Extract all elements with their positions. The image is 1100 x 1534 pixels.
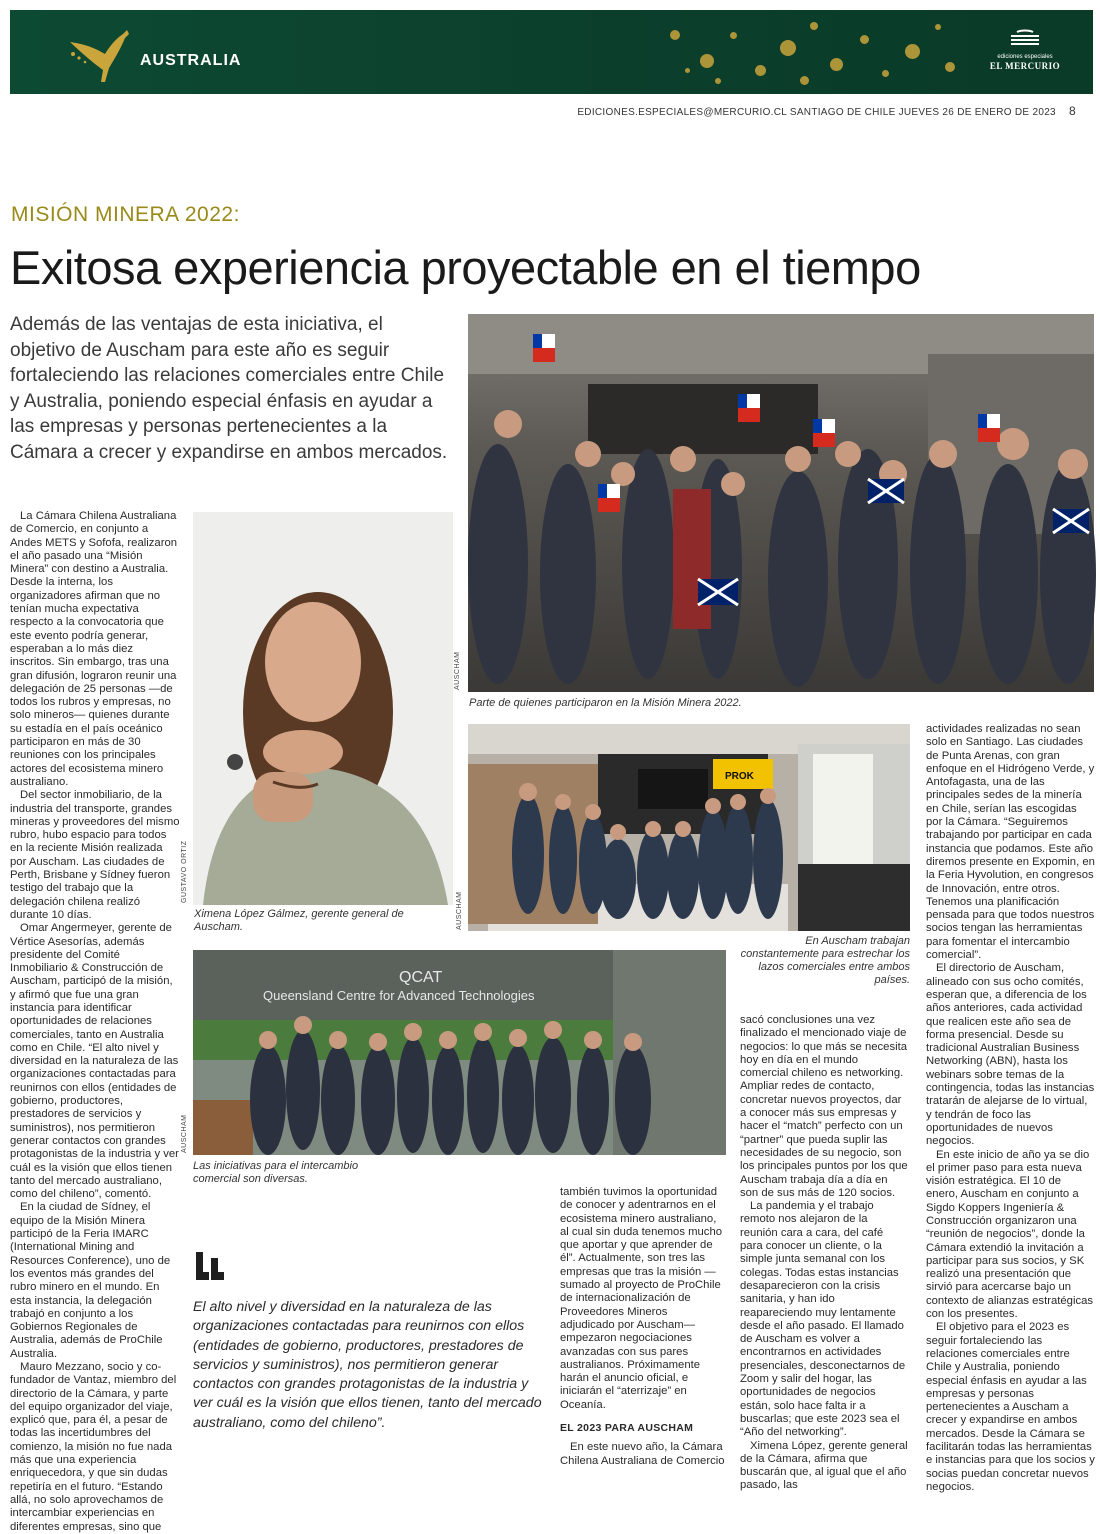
paragraph: Omar Angermeyer, gerente de Vértice Asesorías, además presidente del Comité Inmobiliario & Construcción de Auscham, participó de la misión, y afirmó que fue una gran instancia para identificar oportunidades de relaciones comerciales, tanto en Australia como en Chile. “El alto nivel y diversidad en la naturaleza de las organizaciones contactadas para reunirnos con ellos (entidades de gobierno, productores, prestadores de servicios y suministros), nos permitieron generar contactos con grandes protagonistas de la industria y ver cuál es la visión que ellos tienen tanto del mercado australiano, como del chileno”, comentó. (10, 922, 179, 1201)
qcat-group-photo-image (193, 950, 726, 1155)
lead-paragraph: Además de las ventajas de esta iniciativa, el objetivo de Auscham para este año es seguir fortaleciendo las relaciones comerciales entre Chile y Australia, poniendo especial énfasis en ayudar a las empresas y personas pertenecientes a la Cámara a crecer y expandirse en ambos mercados. (10, 314, 448, 463)
group-photo-flags (468, 314, 1094, 692)
paragraph: Del sector inmobiliario, de la industria del transporte, grandes mineras y proveedores del mismo rubro, hubo espacio para todos en la reciente Misión realizada por Auscham. Las ciudades de Perth, Brisbane y Sídney fueron testigo del trabajo que la delegación chilena realizó durante 10 días. (10, 789, 180, 921)
portrait-photo-image (193, 512, 453, 905)
office-group-photo (468, 724, 910, 931)
paragraph: El objetivo para el 2023 es seguir fortaleciendo las relaciones comerciales entre Chile y Australia, poniendo especial énfasis en ayudar a las empresas y personas pertenecientes a Auscham a crecer y expandirse en ambos mercados. Desde la Cámara se facilitarán todas las herramientas e instancias para que los socios y socias puedan concretar nuevos negocios. (926, 1321, 1095, 1493)
paragraph: El directorio de Auscham, alineado con sus ocho comités, esperan que, a diferencia de los años anteriores, cada actividad que realicen este año sea de forma presencial. Desde su tradicional Australian Business Networking (ABN), hasta los webinars sobre temas de la contingencia, todas las instancias tratarán de alejarse de lo virtual, y tendrán de foco las oportunidades de nuevos negocios. (926, 962, 1095, 1148)
kangaroo-logo-icon (65, 24, 145, 86)
paragraph: En este inicio de año ya se dio el primer paso para esta nueva visión estratégica. El 10 de enero, Auscham en conjunto a Sigdo Koppers Ingeniería & Construcción organizaron una “reunión de negocios”, donde la Cámara extendió la invitación a participar para sus socios, y SK realizó una presentación que sirvió para acercarse bajo un contexto de alianzas estratégicas con los presentes. (926, 1148, 1094, 1321)
publisher-name: EL MERCURIO (989, 61, 1061, 71)
photo-credit: AUSCHAM (456, 891, 463, 930)
el-mercurio-logo-icon (1007, 28, 1043, 52)
paragraph: La Cámara Chilena Australiana de Comercio, en conjunto a Andes METS y Sofofa, realizaron el año pasado una “Misión Minera” con destino a Australia. Desde la interna, los organizadores afirman que no tenían mucha expectativa respecto a la convocatoria que este evento podría generar, esperaban a lo más diez inscritos. Sin embargo, tras una gran difusión, lograron reunir una delegación de 25 personas —de todos los rubros y empresas, no solo mineros— quienes durante su estadía en el país oceánico participaron en más de 30 reuniones con los principales actores del ecosistema minero australiano. (10, 510, 178, 788)
quote-mark-icon (196, 1252, 226, 1284)
publisher-logo (980, 28, 1070, 71)
office-sign: PROK (725, 771, 754, 782)
article-column-4 (926, 723, 1096, 1493)
office-group-photo-image (468, 724, 910, 931)
qcat-group-photo (193, 950, 726, 1155)
paragraph: En este nuevo año, la Cámara Chilena Australiana de Comercio (560, 1441, 725, 1467)
subheading: EL 2023 PARA AUSCHAM (560, 1422, 694, 1435)
qcat-sign: QCAT (399, 969, 443, 986)
contact-email: EDICIONES.ESPECIALES@MERCURIO.CL (577, 107, 787, 118)
masthead-band (10, 10, 1093, 94)
photo-credit: AUSCHAM (181, 1114, 188, 1153)
photo-caption: Ximena López Gálmez, gerente general de Auscham. (194, 908, 404, 933)
kicker: MISIÓN MINERA 2022: (11, 203, 240, 226)
article-column-2 (560, 1186, 725, 1467)
paragraph: actividades realizadas no sean solo en Santiago. Las ciudades de Punta Arenas, con gran enfoque en el Hidrógeno Verde, y Antofagasta, una de las principales sedes de la minería en Chile, serían las escogidas por la Cámara. “Seguiremos trabajando por participar en cada instancia que podamos. Este año diremos presente en Expomin, en la Feria Hyvolution, en congresos de Innovación, entre otros. Tenemos una planificación pensada para que todos nuestros socios tengan las herramientas para fomentar el intercambio comercial”. (926, 723, 1095, 962)
article-column-1 (10, 510, 180, 1533)
portrait-photo (193, 512, 453, 905)
paragraph: Mauro Mezzano, socio y co-fundador de Vantaz, miembro del directorio de la Cámara, y parte del equipo organizador del viaje, explicó que, para él, a pesar de todas las incertidumbres del comienzo, la misión no fue nada más que una experiencia enriquecedora, y que sin dudas repetiría en el futuro. “Estando allá, no solo aprovechamos de intercambiar experiencias en diferentes empresas, sino que (10, 1361, 177, 1533)
photo-credit: GUSTAVO ORTIZ (181, 840, 188, 903)
paragraph: La pandemia y el trabajo remoto nos alejaron de la reunión cara a cara, del café para conocer un cliente, o la simple junta semanal con los colegas. Todas estas instancias desaparecieron con la crisis sanitaria, y han ido reapareciendo muy lentamente desde el año pasado. El llamado de Auscham es volver a encontrarnos en actividades presenciales, desconectarnos de Zoom y salir del hogar, las oportunidades de negocios están, solo hace falta ir a buscarlas; que este 2023 sea el “Año del networking”. (740, 1200, 906, 1439)
paragraph: Ximena López, gerente general de la Cámara, afirma que buscarán que, al igual que el año pasado, las (740, 1439, 908, 1492)
paragraph: En la ciudad de Sídney, el equipo de la Misión Minera participó de la Feria IMARC (International Mining and Resources Conference), uno de los eventos más grandes del rubro minero en el mundo. En esta instancia, la delegación trabajó en conjunto a los Gobiernos Regionales de Australia, además de ProChile Australia. (10, 1201, 171, 1360)
article-column-3 (740, 1014, 908, 1492)
headline: Exitosa experiencia proyectable en el tiempo (10, 241, 921, 294)
photo-caption: Las iniciativas para el intercambio comercial son diversas. (193, 1160, 359, 1185)
location-date: SANTIAGO DE CHILE JUEVES 26 DE ENERO DE 2023 (789, 107, 1056, 118)
group-photo-flags-image (468, 314, 1094, 692)
page-number: 8 (1069, 104, 1076, 118)
photo-caption: En Auscham trabajan constantemente para estrechar los lazos comerciales entre ambos países. (740, 935, 910, 986)
qcat-sign-line: Queensland Centre for Advanced Technologies (263, 988, 535, 1003)
paragraph: también tuvimos la oportunidad de conocer y adentrarnos en el ecosistema minero australiano, al cual sin duda tenemos mucho que aportar y que aprender de él”. Actualmente, son tres las empresas que tras la misión —sumado al proyecto de ProChile de internacionalización de Proveedores Mineros adjudicado por Auscham— empezaron negociaciones avanzadas con sus pares australianos. Próximamente harán el anuncio oficial, e iniciarán el “aterrizaje” en Oceanía. (560, 1186, 723, 1411)
dateline (577, 104, 1076, 118)
paragraph: sacó conclusiones una vez finalizado el mencionado viaje de negocios: lo que más se necesita hoy en día en el mundo comercial chileno es networking. Ampliar redes de contacto, concretar nuevos proyectos, dar a conocer más sus empresas y hacer el “match” perfecto con un “partner” que pueda suplir las necesidades de su negocio, son los principales puntos por los que Auscham trabaja día a día en son de sus más de 120 socios. (740, 1014, 908, 1199)
photo-caption: Parte de quienes participaron en la Misión Minera 2022. (469, 697, 742, 709)
section-brand: AUSTRALIA (140, 52, 242, 69)
pull-quote: El alto nivel y diversidad en la naturaleza de las organizaciones contactadas para reunirnos con ellos (entidades de gobierno, productores, prestadores de servicios y suministros), nos permitieron generar contactos con grandes protagonistas de la industria y ver cuál es la visión que ellos tienen, tanto del mercado australiano, como del chileno”. (193, 1299, 542, 1431)
publisher-subtitle: ediciones especiales (997, 54, 1053, 60)
photo-credit: AUSCHAM (454, 651, 461, 690)
